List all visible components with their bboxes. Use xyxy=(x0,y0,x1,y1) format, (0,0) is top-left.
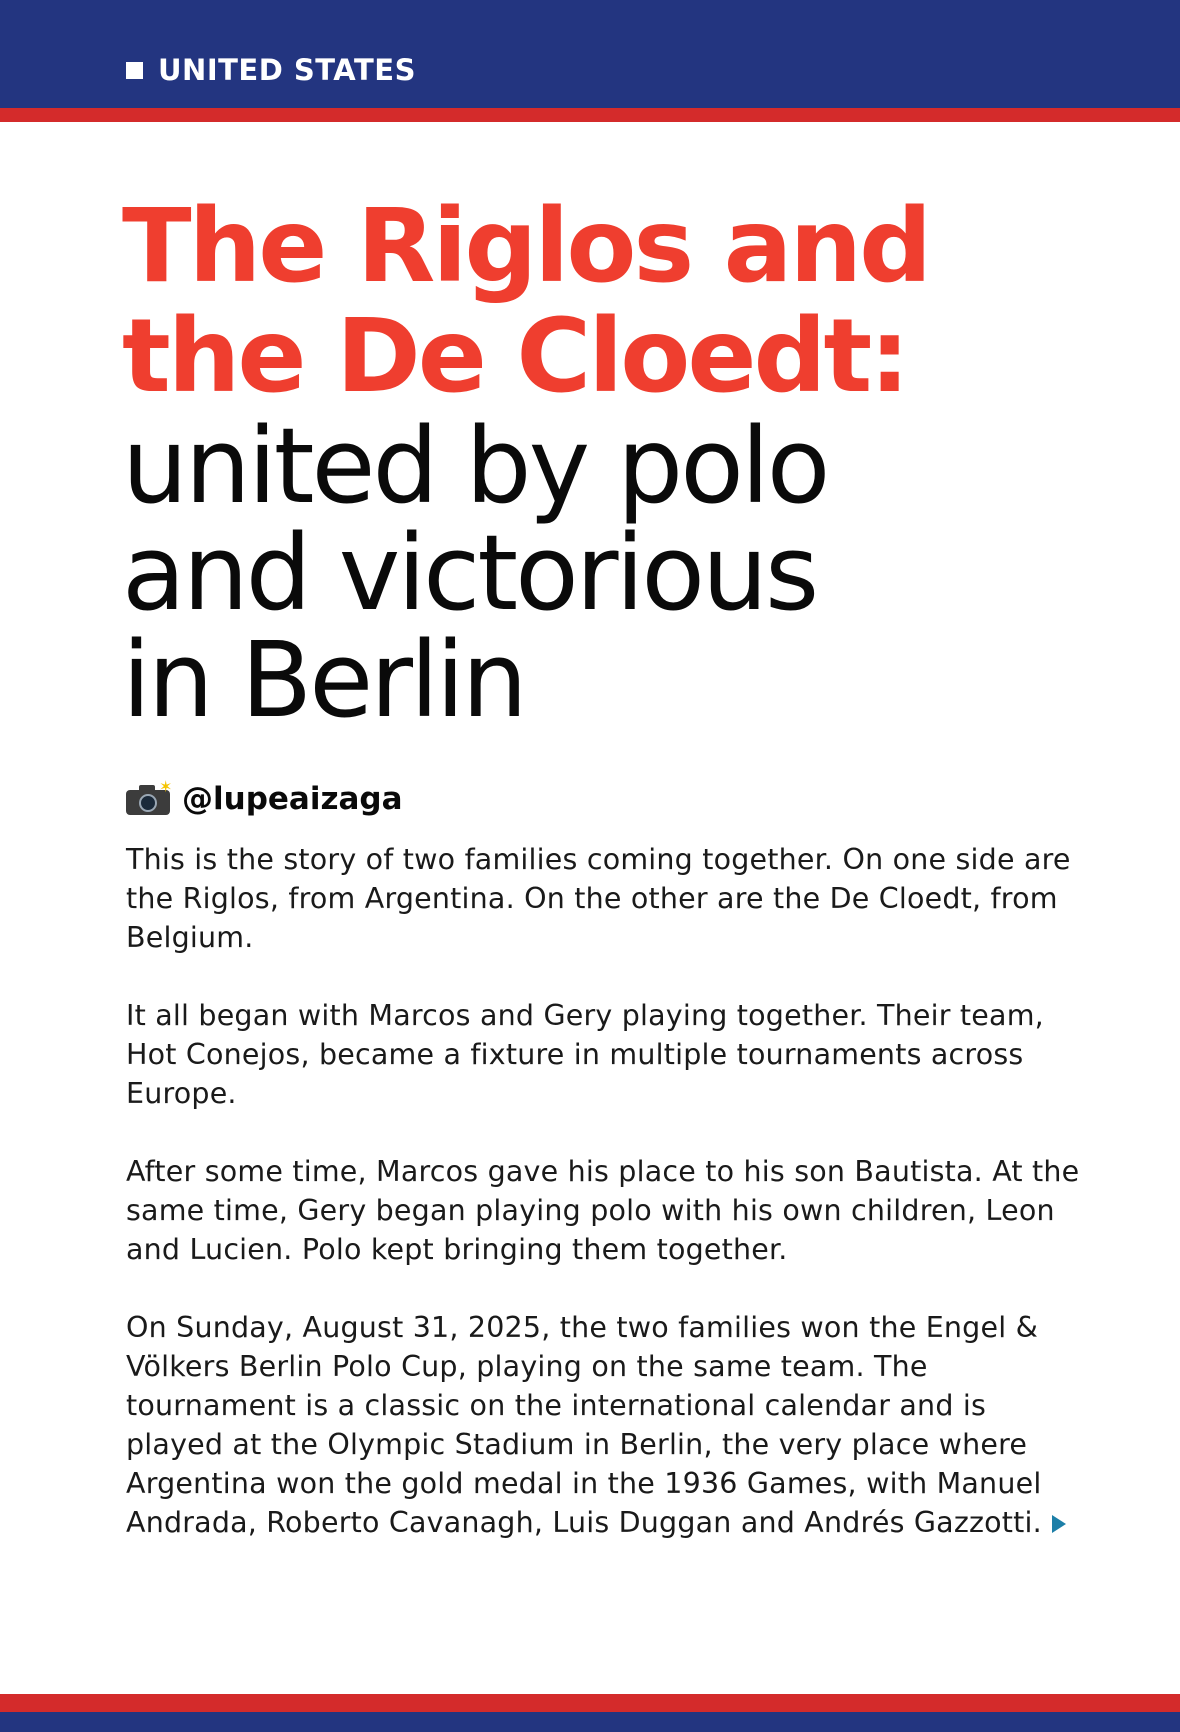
play-triangle-icon xyxy=(1052,1515,1066,1533)
headline-line-4: and victorious xyxy=(122,512,817,634)
headline-accent-line-1: The Riglos and xyxy=(122,187,930,306)
article-paragraph-4 xyxy=(126,1308,1086,1542)
section-label: UNITED STATES xyxy=(158,53,416,87)
credit-handle[interactable]: @lupeaizaga xyxy=(182,781,403,817)
headline-line-3: united by polo xyxy=(122,405,828,527)
article-body xyxy=(126,840,1086,1581)
camera-flash-icon: ✶ xyxy=(126,783,170,815)
headline-accent-line-2: the De Cloedt: xyxy=(122,297,908,416)
headline xyxy=(122,187,1122,741)
article-paragraph-4-text: On Sunday, August 31, 2025, the two families won the Engel & Völkers Berlin Polo Cup, playing on the same team. The tournament is a classic on the international calendar and is played at the Olympic Stadium in Berlin, the very place where Argentina won the gold medal in the 1936 Games, with Manuel Andrada, Roberto Cavanagh, Luis Duggan and Andrés Gazzotti. xyxy=(126,1311,1042,1539)
bottom-blue-band xyxy=(0,1712,1180,1732)
square-bullet-icon xyxy=(126,62,143,79)
article-paragraph-2: It all began with Marcos and Gery playing together. Their team, Hot Conejos, became a fixture in multiple tournaments across Europe. xyxy=(126,999,1044,1110)
top-red-stripe xyxy=(0,108,1180,122)
section-tag xyxy=(126,50,416,90)
photo-credit xyxy=(126,776,403,822)
article-paragraph-1: This is the story of two families coming together. On one side are the Riglos, from Argentina. On the other are the De Cloedt, from Belgium. xyxy=(126,843,1071,954)
article-paragraph-3: After some time, Marcos gave his place to his son Bautista. At the same time, Gery began playing polo with his own children, Leon and Lucien. Polo kept bringing them together. xyxy=(126,1155,1080,1266)
headline-line-5: in Berlin xyxy=(122,619,525,741)
bottom-red-stripe xyxy=(0,1694,1180,1712)
